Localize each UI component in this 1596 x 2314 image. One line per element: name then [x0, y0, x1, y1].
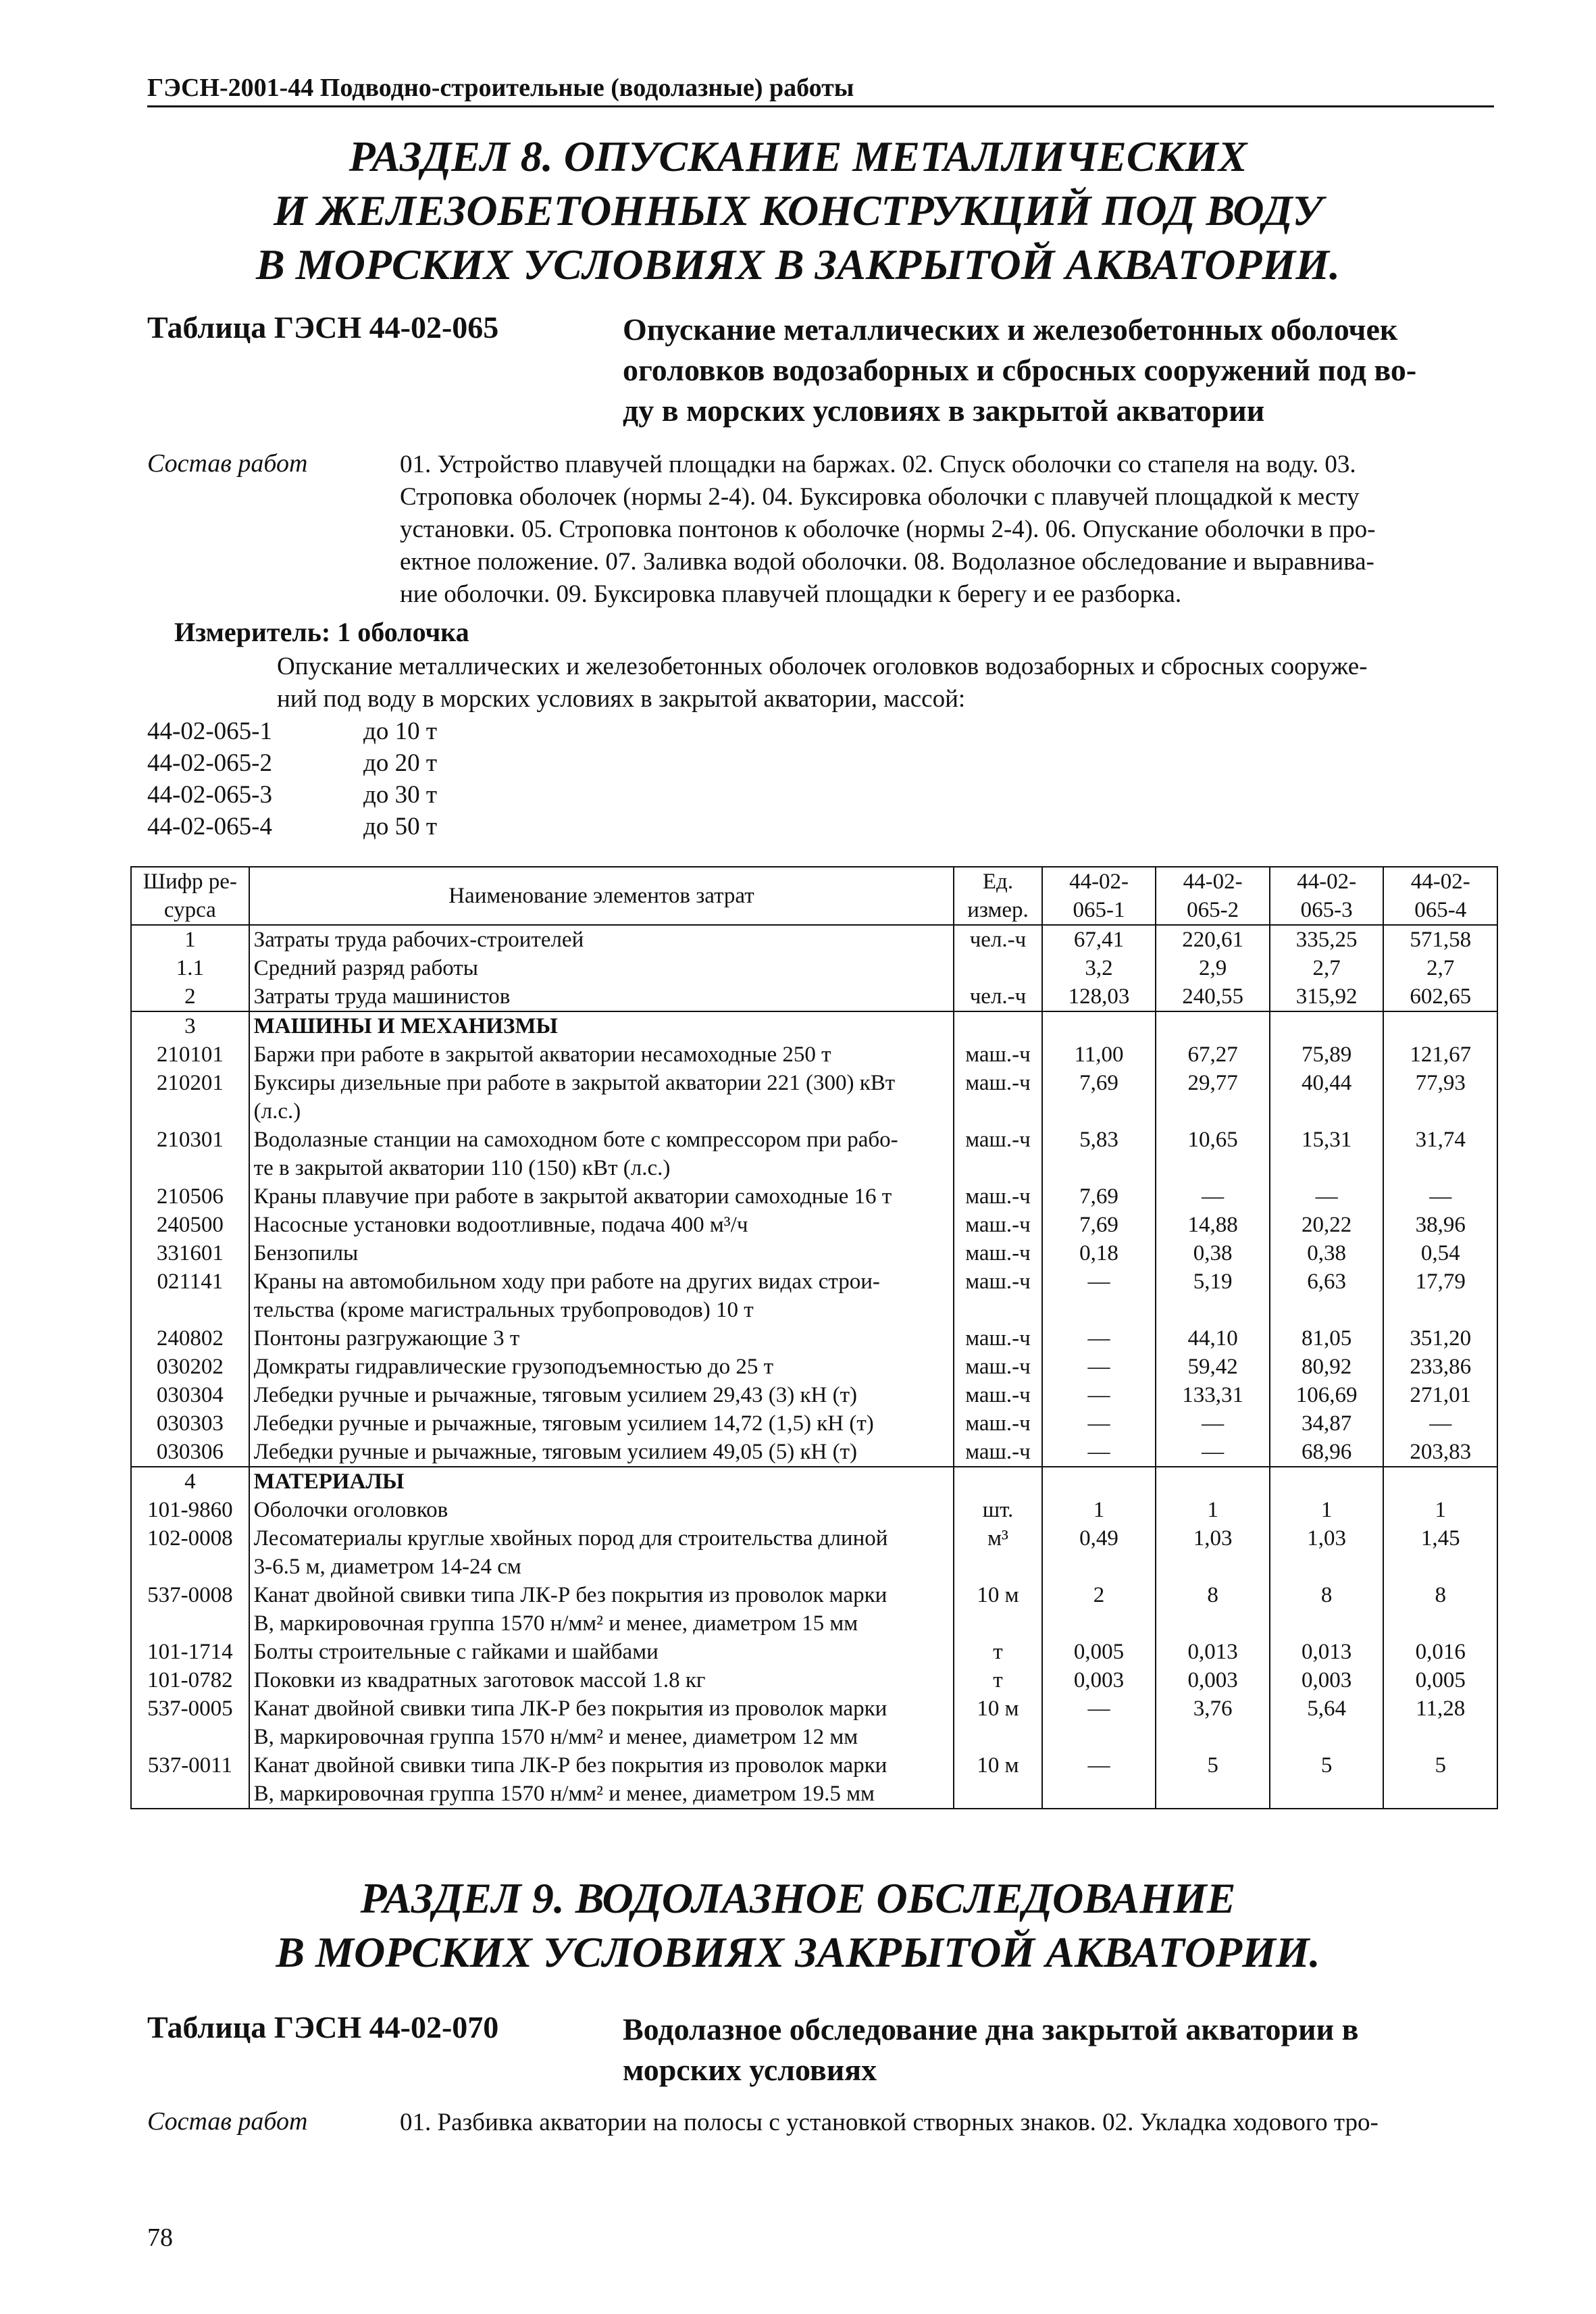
resource-value: 0,005 [1042, 1638, 1156, 1666]
section-8-line: РАЗДЕЛ 8. ОПУСКАНИЕ МЕТАЛЛИЧЕСКИХ [349, 132, 1247, 180]
resource-name-line: Насосные установки водоотливные, подача 400 м³/ч [253, 1213, 748, 1237]
header-col-1: 44-02- 065-1 [1042, 867, 1156, 925]
header-col-2: 44-02- 065-2 [1156, 867, 1270, 925]
resource-value: 220,61 [1156, 925, 1270, 954]
resource-value: 106,69 [1270, 1381, 1384, 1409]
resource-name-line: Поковки из квадратных заготовок массой 1.8 кг [253, 1668, 706, 1692]
table-065-title-line: ду в морских условиях в закрытой акватории [623, 393, 1265, 428]
resource-unit: м³ [954, 1524, 1042, 1581]
section-9-line: РАЗДЕЛ 9. ВОДОЛАЗНОЕ ОБСЛЕДОВАНИЕ [360, 1874, 1236, 1922]
resource-code: 210201 [131, 1069, 249, 1126]
resource-value: 8 [1270, 1581, 1384, 1638]
variant-code: 44-02-065-3 [147, 781, 272, 809]
resource-value: 0,38 [1156, 1239, 1270, 1267]
resource-code: 2 [131, 982, 249, 1011]
resource-name-line: Канат двойной свивки типа ЛК-Р без покрытия из проволок марки [253, 1583, 887, 1607]
resource-value: 75,89 [1270, 1040, 1384, 1069]
resource-code: 210506 [131, 1182, 249, 1211]
resource-name [249, 1324, 954, 1353]
table-row [131, 1324, 1497, 1353]
resource-value: 2 [1042, 1581, 1156, 1638]
variant-code: 44-02-065-4 [147, 813, 272, 840]
table-header-row [131, 867, 1497, 925]
table-row [131, 1666, 1497, 1694]
resource-value: 38,96 [1383, 1211, 1497, 1239]
resource-code: 240500 [131, 1211, 249, 1239]
resource-value: 67,41 [1042, 925, 1156, 954]
resource-value: 1 [1156, 1496, 1270, 1524]
table-row [131, 1751, 1497, 1809]
resource-name-line: Лебедки ручные и рычажные, тяговым усилием 14,72 (1,5) кН (т) [253, 1411, 874, 1436]
resource-value: 1 [1270, 1496, 1384, 1524]
resource-unit [954, 954, 1042, 982]
resource-unit: маш.-ч [954, 1069, 1042, 1126]
resource-code: 030304 [131, 1381, 249, 1409]
resource-name [249, 1011, 954, 1040]
section-8-line: И ЖЕЛЕЗОБЕТОННЫХ КОНСТРУКЦИЙ ПОД ВОДУ [273, 186, 1323, 234]
resource-name-line: Оболочки оголовков [253, 1498, 448, 1522]
resource-name [249, 1126, 954, 1182]
table-070-title [623, 2009, 1501, 2090]
resource-value: 7,69 [1042, 1182, 1156, 1211]
description-text [277, 651, 1494, 715]
table-group-row [131, 1467, 1497, 1496]
resource-value: 80,92 [1270, 1353, 1384, 1381]
resource-name [249, 925, 954, 954]
resource-name [249, 1694, 954, 1751]
resource-name [249, 954, 954, 982]
header-unit: Ед. измер. [954, 867, 1042, 925]
resource-name [249, 982, 954, 1011]
resource-name [249, 1524, 954, 1581]
table-row [131, 1438, 1497, 1467]
resource-value: — [1042, 1381, 1156, 1409]
resource-value: 0,013 [1156, 1638, 1270, 1666]
resource-value: — [1156, 1182, 1270, 1211]
resource-value: 8 [1156, 1581, 1270, 1638]
resource-name-line: те в закрытой акватории 110 (150) кВт (л.с.) [253, 1156, 671, 1180]
resource-value: 335,25 [1270, 925, 1384, 954]
resource-name [249, 1353, 954, 1381]
resource-name-line: Буксиры дизельные при работе в закрытой акватории 221 (300) кВт [253, 1071, 896, 1095]
resource-value: 203,83 [1383, 1438, 1497, 1467]
table-065-title-line: оголовков водозаборных и сбросных сооружений под во- [623, 353, 1417, 387]
resource-name [249, 1467, 954, 1496]
resource-name-line: Понтоны разгружающие 3 т [253, 1326, 520, 1351]
resource-value: 31,74 [1383, 1126, 1497, 1182]
resource-value: — [1383, 1409, 1497, 1438]
variant-label: до 50 т [363, 813, 437, 840]
header-col-3: 44-02- 065-3 [1270, 867, 1384, 925]
resource-value: 0,005 [1383, 1666, 1497, 1694]
table-row [131, 925, 1497, 954]
resource-value [1270, 1011, 1384, 1040]
table-row [131, 1182, 1497, 1211]
resource-value: 81,05 [1270, 1324, 1384, 1353]
section-8-line: В МОРСКИХ УСЛОВИЯХ В ЗАКРЫТОЙ АКВАТОРИИ. [256, 241, 1340, 288]
resource-value [1383, 1467, 1497, 1496]
resource-value: — [1156, 1409, 1270, 1438]
resource-value: 3,76 [1156, 1694, 1270, 1751]
resource-value [1042, 1467, 1156, 1496]
resource-name-line: Лебедки ручные и рычажные, тяговым усилием 49,05 (5) кН (т) [253, 1440, 857, 1464]
resource-unit: маш.-ч [954, 1353, 1042, 1381]
variant-label: до 10 т [363, 718, 437, 745]
table-row [131, 982, 1497, 1011]
resource-name-line: Лесоматериалы круглые хвойных пород для строительства длиной [253, 1526, 888, 1551]
table-row [131, 1694, 1497, 1751]
resource-code: 030202 [131, 1353, 249, 1381]
resource-name-line: Бензопилы [253, 1241, 359, 1265]
resource-value: 1,45 [1383, 1524, 1497, 1581]
resource-unit: маш.-ч [954, 1126, 1042, 1182]
resource-code: 030303 [131, 1409, 249, 1438]
resource-code: 030306 [131, 1438, 249, 1467]
resource-name-line: Канат двойной свивки типа ЛК-Р без покрытия из проволок марки [253, 1696, 887, 1721]
resource-value: 15,31 [1270, 1126, 1384, 1182]
resource-value: 121,67 [1383, 1040, 1497, 1069]
header-col-4: 44-02- 065-4 [1383, 867, 1497, 925]
resource-value: — [1383, 1182, 1497, 1211]
description-line: ний под воду в морских условиях в закрытой акватории, массой: [277, 685, 966, 713]
resource-value [1156, 1011, 1270, 1040]
resource-table [130, 866, 1498, 1809]
section-9-title [0, 1871, 1596, 1980]
table-row [131, 1638, 1497, 1666]
resource-value: 8 [1383, 1581, 1497, 1638]
resource-value: 5 [1270, 1751, 1384, 1809]
resource-value: — [1042, 1438, 1156, 1467]
resource-name-line: Баржи при работе в закрытой акватории несамоходные 250 т [253, 1042, 831, 1067]
resource-value: 1,03 [1270, 1524, 1384, 1581]
resource-name-line: МАТЕРИАЛЫ [253, 1469, 405, 1494]
resource-value [1270, 1467, 1384, 1496]
resource-value: — [1156, 1438, 1270, 1467]
variant-row [147, 812, 437, 841]
resource-value: 133,31 [1156, 1381, 1270, 1409]
resource-value: 271,01 [1383, 1381, 1497, 1409]
resource-value: 1 [1383, 1496, 1497, 1524]
resource-name [249, 1182, 954, 1211]
resource-name-line: МАШИНЫ И МЕХАНИЗМЫ [253, 1014, 558, 1038]
resource-code: 102-0008 [131, 1524, 249, 1581]
resource-value: 77,93 [1383, 1069, 1497, 1126]
resource-value: 20,22 [1270, 1211, 1384, 1239]
table-group-row [131, 1011, 1497, 1040]
resource-unit: маш.-ч [954, 1438, 1042, 1467]
resource-name-line: Краны на автомобильном ходу при работе на других видах строи- [253, 1269, 880, 1294]
resource-value: 1,03 [1156, 1524, 1270, 1581]
variant-label: до 30 т [363, 781, 437, 809]
table-row [131, 954, 1497, 982]
resource-code: 210101 [131, 1040, 249, 1069]
resource-value: 5,19 [1156, 1267, 1270, 1324]
resource-unit: шт. [954, 1496, 1042, 1524]
composition-text-070 [400, 2107, 1494, 2139]
composition-line: 01. Устройство плавучей площадки на баржах. 02. Спуск оболочки со стапеля на воду. 03. [400, 451, 1356, 478]
resource-unit: чел.-ч [954, 982, 1042, 1011]
resource-code: 3 [131, 1011, 249, 1040]
resource-name-line: В, маркировочная группа 1570 н/мм² и менее, диаметром 19.5 мм [253, 1782, 875, 1806]
resource-name [249, 1496, 954, 1524]
table-row [131, 1267, 1497, 1324]
resource-name-line: Краны плавучие при работе в закрытой акватории самоходные 16 т [253, 1184, 892, 1209]
variant-row [147, 780, 437, 809]
resource-unit: маш.-ч [954, 1040, 1042, 1069]
table-body [131, 925, 1497, 1809]
resource-name-line: В, маркировочная группа 1570 н/мм² и менее, диаметром 12 мм [253, 1725, 858, 1749]
resource-unit: маш.-ч [954, 1381, 1042, 1409]
resource-value: 7,69 [1042, 1211, 1156, 1239]
measure-unit: Измеритель: 1 оболочка [174, 617, 469, 647]
resource-value: 5,83 [1042, 1126, 1156, 1182]
table-070-code: Таблица ГЭСН 44-02-070 [147, 2010, 499, 2044]
resource-code: 537-0011 [131, 1751, 249, 1809]
table-row [131, 1496, 1497, 1524]
composition-line: ние оболочки. 09. Буксировка плавучей площадки к берегу и ее разборка. [400, 580, 1182, 608]
resource-code: 101-9860 [131, 1496, 249, 1524]
resource-name [249, 1267, 954, 1324]
table-065-code: Таблица ГЭСН 44-02-065 [147, 310, 499, 345]
variant-label: до 20 т [363, 749, 437, 777]
resource-value: 34,87 [1270, 1409, 1384, 1438]
table-row [131, 1381, 1497, 1409]
resource-unit [954, 1467, 1042, 1496]
resource-value: 0,49 [1042, 1524, 1156, 1581]
resource-value: 0,003 [1156, 1666, 1270, 1694]
section-8-title [0, 130, 1596, 292]
resource-code: 537-0005 [131, 1694, 249, 1751]
resource-unit: чел.-ч [954, 925, 1042, 954]
resource-code: 210301 [131, 1126, 249, 1182]
table-070-title-line: морских условиях [623, 2053, 877, 2087]
resource-value: — [1042, 1409, 1156, 1438]
resource-value: 7,69 [1042, 1069, 1156, 1126]
resource-name-line: 3-6.5 м, диаметром 14-24 см [253, 1555, 521, 1579]
resource-name-line: Водолазные станции на самоходном боте с компрессором при рабо- [253, 1128, 898, 1152]
resource-value: 0,016 [1383, 1638, 1497, 1666]
composition-line: Строповка оболочек (нормы 2-4). 04. Буксировка оболочки с плавучей площадкой к месту [400, 483, 1360, 511]
resource-value: — [1042, 1694, 1156, 1751]
resource-name [249, 1751, 954, 1809]
composition-line: установки. 05. Строповка понтонов к оболочке (нормы 2-4). 06. Опускание оболочки в про- [400, 515, 1376, 543]
resource-code: 101-0782 [131, 1666, 249, 1694]
resource-value: 0,003 [1042, 1666, 1156, 1694]
resource-value: 315,92 [1270, 982, 1384, 1011]
resource-code: 1 [131, 925, 249, 954]
resource-code: 101-1714 [131, 1638, 249, 1666]
resource-name-line: тельства (кроме магистральных трубопроводов) 10 т [253, 1298, 754, 1322]
resource-name-line: Болты строительные с гайками и шайбами [253, 1640, 659, 1664]
resource-value: 11,00 [1042, 1040, 1156, 1069]
composition-line: ектное положение. 07. Заливка водой оболочки. 08. Водолазное обследование и выравнива- [400, 548, 1374, 576]
resource-value: 3,2 [1042, 954, 1156, 982]
resource-code: 537-0008 [131, 1581, 249, 1638]
resource-unit: маш.-ч [954, 1182, 1042, 1211]
resource-value: 5,64 [1270, 1694, 1384, 1751]
composition-line: 01. Разбивка акватории на полосы с установкой створных знаков. 02. Укладка ходового тро- [400, 2109, 1379, 2136]
resource-value: 6,63 [1270, 1267, 1384, 1324]
resource-code: 021141 [131, 1267, 249, 1324]
resource-unit: маш.-ч [954, 1409, 1042, 1438]
resource-unit: маш.-ч [954, 1211, 1042, 1239]
table-row [131, 1040, 1497, 1069]
table-065-title [623, 309, 1501, 431]
table-row [131, 1409, 1497, 1438]
resource-value: 14,88 [1156, 1211, 1270, 1239]
resource-value: 68,96 [1270, 1438, 1384, 1467]
resource-value: 29,77 [1156, 1069, 1270, 1126]
resource-value [1042, 1011, 1156, 1040]
resource-value: — [1270, 1182, 1384, 1211]
resource-value: 1 [1042, 1496, 1156, 1524]
resource-name-line: (л.с.) [253, 1099, 301, 1124]
resource-value: 571,58 [1383, 925, 1497, 954]
resource-unit: маш.-ч [954, 1324, 1042, 1353]
resource-value: 40,44 [1270, 1069, 1384, 1126]
resource-value: — [1042, 1353, 1156, 1381]
header-name: Наименование элементов затрат [249, 867, 954, 925]
table-row [131, 1524, 1497, 1581]
resource-value: 0,54 [1383, 1239, 1497, 1267]
resource-value: — [1042, 1324, 1156, 1353]
variant-code: 44-02-065-2 [147, 749, 272, 777]
resource-code: 240802 [131, 1324, 249, 1353]
resource-unit: 10 м [954, 1581, 1042, 1638]
variant-code: 44-02-065-1 [147, 718, 272, 745]
resource-value [1383, 1011, 1497, 1040]
resource-value: 240,55 [1156, 982, 1270, 1011]
resource-value: 233,86 [1383, 1353, 1497, 1381]
resource-name [249, 1381, 954, 1409]
resource-unit: маш.-ч [954, 1267, 1042, 1324]
resource-value: 2,7 [1383, 954, 1497, 982]
variant-row [147, 749, 437, 778]
resource-value: 351,20 [1383, 1324, 1497, 1353]
page-number: 78 [147, 2223, 173, 2252]
resource-unit: т [954, 1638, 1042, 1666]
resource-name [249, 1239, 954, 1267]
resource-name [249, 1040, 954, 1069]
section-9-line: В МОРСКИХ УСЛОВИЯХ ЗАКРЫТОЙ АКВАТОРИИ. [276, 1928, 1320, 1976]
resource-value: 128,03 [1042, 982, 1156, 1011]
header-code: Шифр ре- сурса [131, 867, 249, 925]
table-row [131, 1353, 1497, 1381]
resource-name-line: Средний разряд работы [253, 956, 478, 980]
resource-code: 4 [131, 1467, 249, 1496]
resource-name-line: Канат двойной свивки типа ЛК-Р без покрытия из проволок марки [253, 1753, 887, 1778]
table-row [131, 1239, 1497, 1267]
description-line: Опускание металлических и железобетонных оболочек оголовков водозаборных и сбросных сооруже- [277, 653, 1368, 680]
resource-value: 17,79 [1383, 1267, 1497, 1324]
resource-name-line: Затраты труда машинистов [253, 984, 511, 1009]
resource-unit: 10 м [954, 1751, 1042, 1809]
resource-value: 59,42 [1156, 1353, 1270, 1381]
resource-name [249, 1211, 954, 1239]
resource-value: — [1042, 1751, 1156, 1809]
resource-value: 0,38 [1270, 1239, 1384, 1267]
resource-value: 5 [1383, 1751, 1497, 1809]
resource-name [249, 1581, 954, 1638]
resource-value: — [1042, 1267, 1156, 1324]
resource-name-line: В, маркировочная группа 1570 н/мм² и менее, диаметром 15 мм [253, 1611, 858, 1636]
resource-value: 602,65 [1383, 982, 1497, 1011]
composition-label-070: Состав работ [147, 2107, 308, 2136]
resource-name [249, 1438, 954, 1467]
resource-name [249, 1069, 954, 1126]
resource-value [1156, 1467, 1270, 1496]
resource-value: 11,28 [1383, 1694, 1497, 1751]
resource-name-line: Затраты труда рабочих-строителей [253, 928, 584, 952]
variant-row [147, 717, 437, 746]
resource-value: 2,7 [1270, 954, 1384, 982]
resource-name-line: Домкраты гидравлические грузоподъемностью до 25 т [253, 1355, 774, 1379]
resource-code: 1.1 [131, 954, 249, 982]
table-row [131, 1211, 1497, 1239]
table-070-title-line: Водолазное обследование дна закрытой акватории в [623, 2012, 1359, 2046]
resource-value: 44,10 [1156, 1324, 1270, 1353]
resource-unit [954, 1011, 1042, 1040]
resource-name-line: Лебедки ручные и рычажные, тяговым усилием 29,43 (3) кН (т) [253, 1383, 857, 1407]
resource-code: 331601 [131, 1239, 249, 1267]
resource-value: 2,9 [1156, 954, 1270, 982]
resource-value: 10,65 [1156, 1126, 1270, 1182]
table-row [131, 1126, 1497, 1182]
composition-label: Состав работ [147, 449, 308, 478]
composition-text [400, 449, 1494, 611]
table-row [131, 1581, 1497, 1638]
table-065-title-line: Опускание металлических и железобетонных оболочек [623, 312, 1398, 347]
resource-unit: 10 м [954, 1694, 1042, 1751]
resource-value: 0,013 [1270, 1638, 1384, 1666]
resource-unit: маш.-ч [954, 1239, 1042, 1267]
resource-value: 0,18 [1042, 1239, 1156, 1267]
table-row [131, 1069, 1497, 1126]
resource-value: 67,27 [1156, 1040, 1270, 1069]
resource-name [249, 1638, 954, 1666]
resource-name [249, 1409, 954, 1438]
resource-value: 0,003 [1270, 1666, 1384, 1694]
resource-unit: т [954, 1666, 1042, 1694]
resource-value: 5 [1156, 1751, 1270, 1809]
page-header: ГЭСН-2001-44 Подводно-строительные (водолазные) работы [147, 73, 1494, 107]
resource-name [249, 1666, 954, 1694]
